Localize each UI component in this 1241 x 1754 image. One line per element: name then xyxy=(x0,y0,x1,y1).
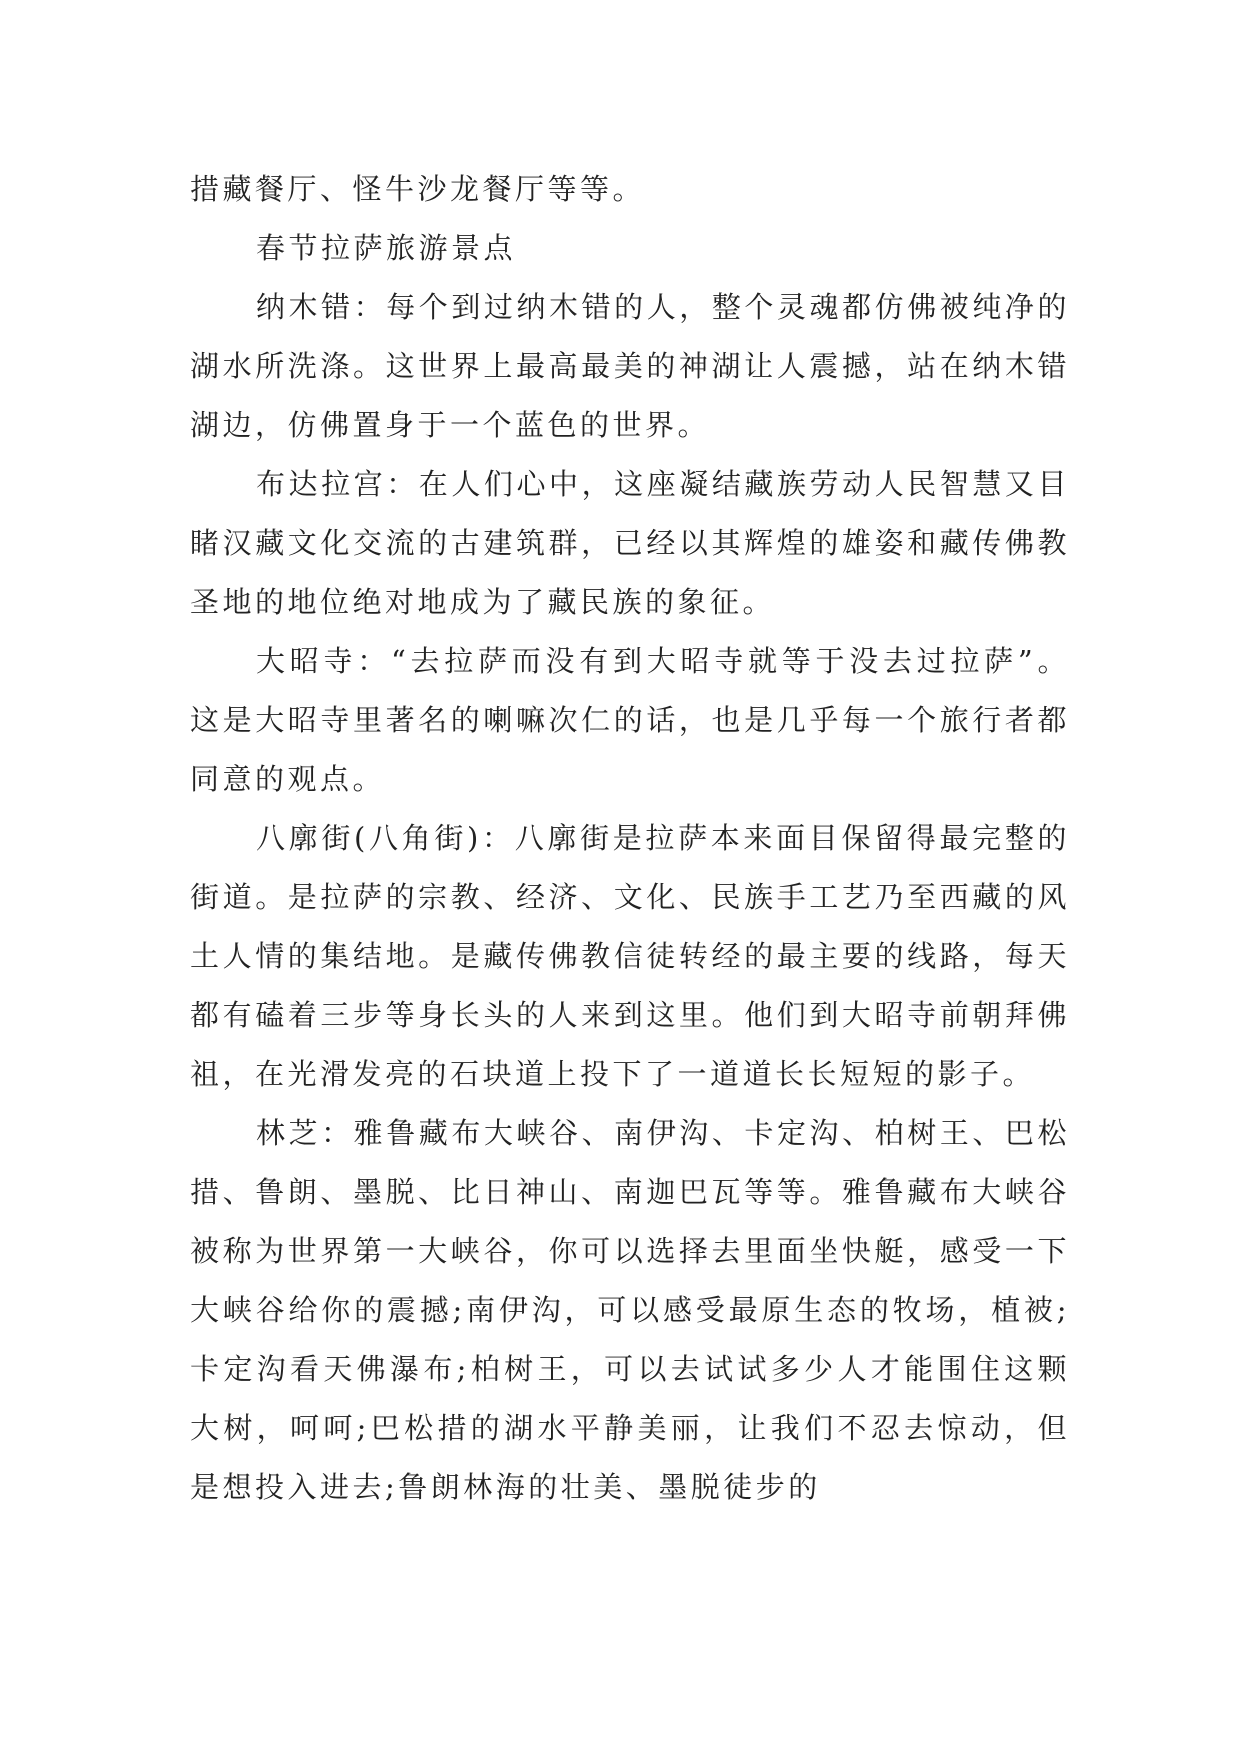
paragraph-namucuo: 纳木错：每个到过纳木错的人，整个灵魂都仿佛被纯净的湖水所洗涤。这世界上最高最美的神湖让人震撼，站在纳木错湖边，仿佛置身于一个蓝色的世界。 xyxy=(190,290,1070,442)
paragraph-nyingchi: 林芝：雅鲁藏布大峡谷、南伊沟、卡定沟、柏树王、巴松措、鲁朗、墨脱、比日神山、南迦巴瓦等等。雅鲁藏布大峡谷被称为世界第一大峡谷，你可以选择去里面坐快艇，感受一下大峡谷给你的震撼;南伊沟，可以感受最原生态的牧场，植被;卡定沟看天佛瀑布;柏树王，可以去试试多少人才能围住这颗大树，呵呵;巴松措的湖水平静美丽，让我们不忍去惊动，但是想投入进去;鲁朗林海的壮美、墨脱徒步的 xyxy=(190,1116,1070,1504)
paragraph-continuation: 措藏餐厅、怪牛沙龙餐厅等等。 xyxy=(190,172,646,206)
section-heading: 春节拉萨旅游景点 xyxy=(256,231,517,265)
paragraph-jokhang-temple: 大昭寺：“去拉萨而没有到大昭寺就等于没去过拉萨”。这是大昭寺里著名的喇嘛次仁的话，也是几乎每一个旅行者都同意的观点。 xyxy=(190,644,1070,796)
paragraph-barkhor-street: 八廓街(八角街)：八廓街是拉萨本来面目保留得最完整的街道。是拉萨的宗教、经济、文化、民族手工艺乃至西藏的风土人情的集结地。是藏传佛教信徒转经的最主要的线路，每天都有磕着三步等身长头的人来到这里。他们到大昭寺前朝拜佛祖，在光滑发亮的石块道上投下了一道道长长短短的影子。 xyxy=(190,821,1070,1091)
paragraph-potala-palace: 布达拉宫：在人们心中，这座凝结藏族劳动人民智慧又目睹汉藏文化交流的古建筑群，已经以其辉煌的雄姿和藏传佛教圣地的地位绝对地成为了藏民族的象征。 xyxy=(190,467,1070,619)
document-body xyxy=(190,160,1070,1517)
